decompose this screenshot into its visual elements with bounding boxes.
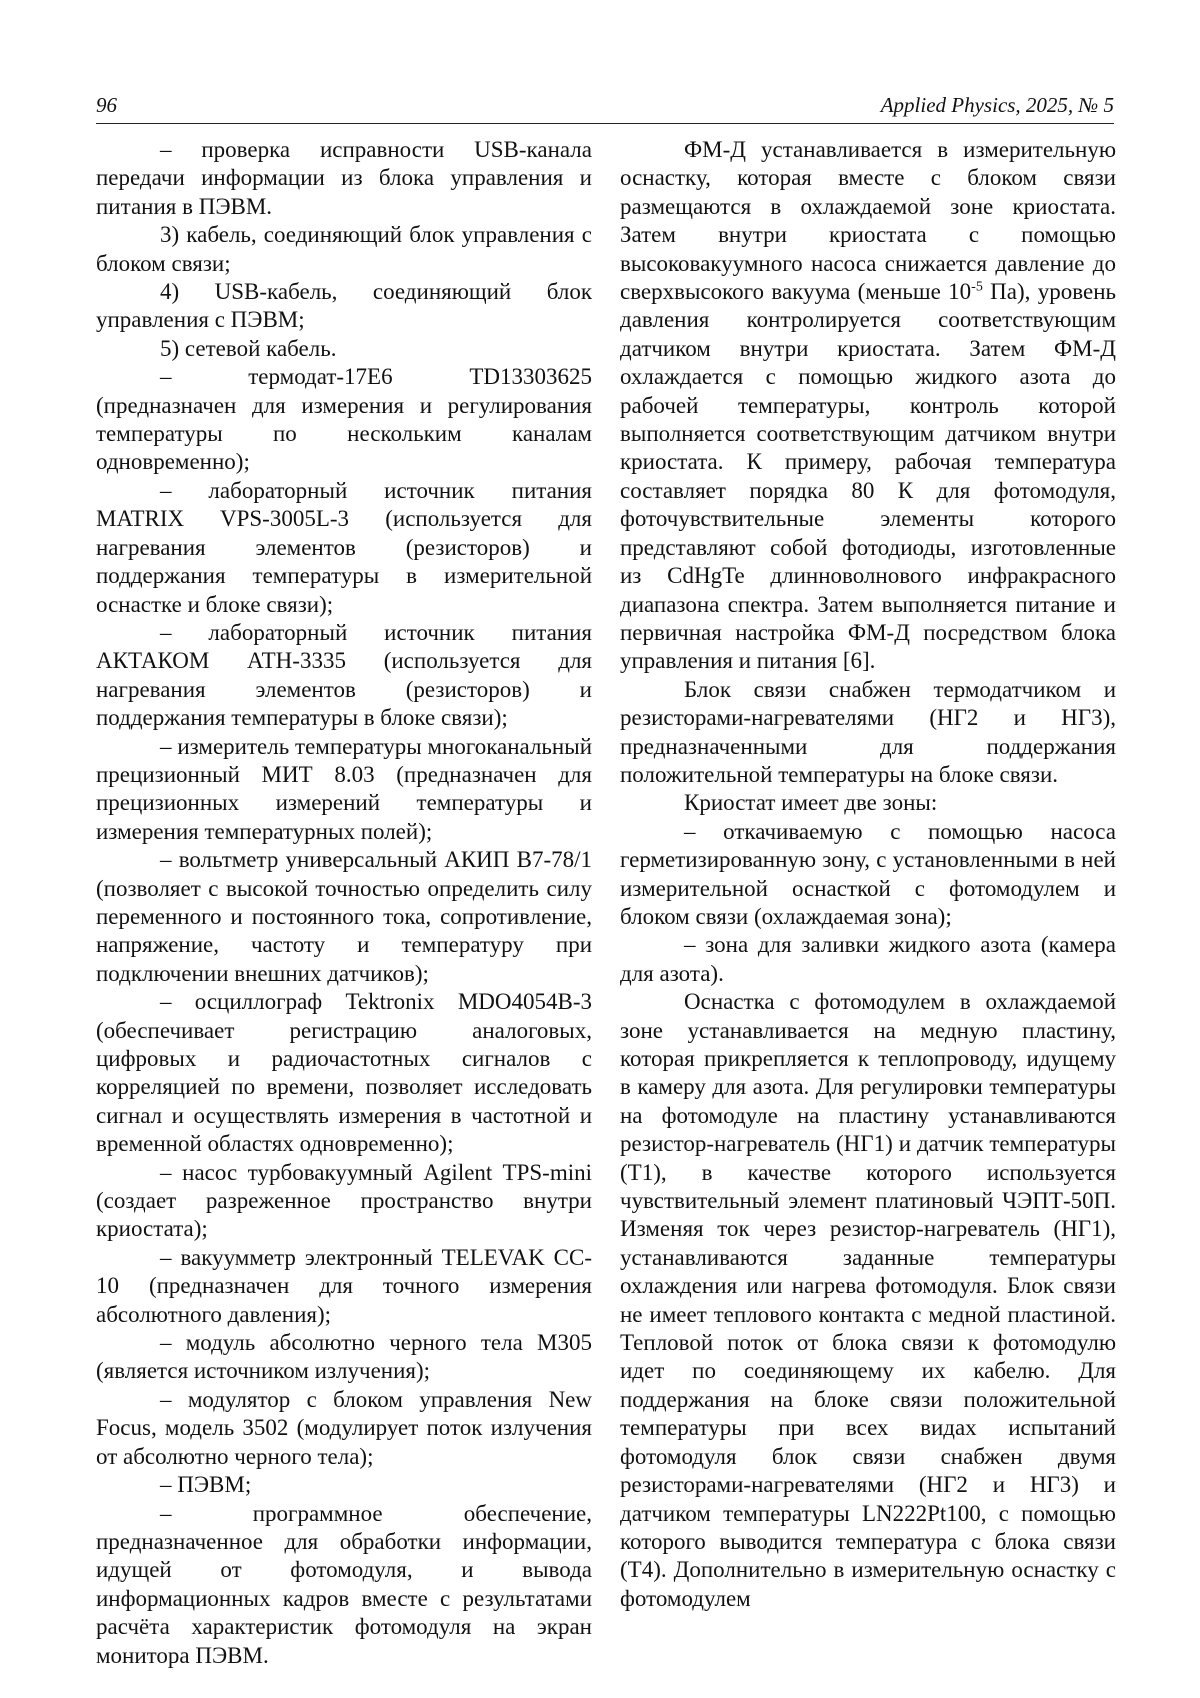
paragraph: – вольтметр универсальный АКИП В7-78/1 (позволяет с высокой точностью определить силу переменного и постоянного тока, сопротивление, напряжение, частоту и температуру при подключении внешних датчиков); [96,847,592,986]
paragraph: – осциллограф Tektronix MDO4054B-3 (обеспечивает регистрацию аналоговых, цифровых и радиочастотных сигналов с корреляцией по времени, позволяет исследовать сигнал и осуществлять измерения в частотной и временной областях одновременно); [96,989,592,1157]
text-span: Па), уровень давления контролируется соответствующим датчиком внутри криостата. Затем ФМ-Д охлаждается с помощью жидкого азота до рабочей температуры, контроль которой выполняется соответствующим датчиком внутри криостата. К примеру, рабочая температура составляет порядка 80 К для фотомодуля, фоточувствительные элементы которого представляют собой фотодиоды, изготовленные из CdHgTe длинноволнового инфракрасного диапазона спектра. Затем выполняется питание и первичная настройка ФМ-Д посредством блока управления и питания [6]. [620,279,1116,674]
paragraph: – откачиваемую с помощью насоса герметизированную зону, с установленными в ней измерительной оснасткой с фотомодулем и блоком связи (охлаждаемая зона); [620,818,1116,929]
paragraph: – ПЭВМ; [160,1472,252,1498]
left-column [96,136,592,1670]
page-number: 96 [96,93,117,117]
paragraph: – модуль абсолютно черного тела М305 (является источником излучения); [96,1330,592,1384]
running-header [96,93,1114,124]
exponent: -5 [971,279,983,295]
paragraph: – вакуумметр электронный TELEVAK CC-10 (предназначен для точного измерения абсолютного давления); [96,1244,592,1327]
paragraph: Блок связи снабжен термодатчиком и резисторами-нагревателями (НГ2 и НГ3), предназначенными для поддержания положительной температуры на блоке связи. [620,676,1116,787]
paragraph: – измеритель температуры многоканальный прецизионный МИТ 8.03 (предназначен для прецизионных измерений температуры и измерения температурных полей); [96,733,592,844]
paragraph: – модулятор с блоком управления New Focus, модель 3502 (модулирует поток излучения от абсолютно черного тела); [96,1386,592,1469]
paragraph: 4) USB-кабель, соединяющий блок управления с ПЭВМ; [96,279,592,333]
paragraph: – лабораторный источник питания MATRIX VPS-3005L-3 (используется для нагревания элементов (резисторов) и поддержания температуры в измерительной оснастке и блоке связи); [96,477,592,617]
right-column [620,136,1116,1613]
paragraph: – проверка исправности USB-канала передачи информации из блока управления и питания в ПЭВМ. [96,137,592,219]
text-span: ФМ-Д устанавливается в измерительную оснастку, которая вместе с блоком связи размещаются в охлаждаемой зоне криостата. Затем внутри криостата с помощью высоковакуумного насоса снижается давление до сверхвысокого вакуума (меньше 10 [620,137,1116,305]
paragraph: – насос турбовакуумный Agilent TPS-mini (создает разреженное пространство внутри криостата); [96,1159,592,1242]
paragraph: Криостат имеет две зоны: [684,790,938,816]
paragraph [620,136,1116,676]
journal-title: Applied Physics, 2025, № 5 [880,93,1114,117]
paragraph: – лабораторный источник питания АКТАКОМ АТН-3335 (используется для нагревания элементов (резисторов) и поддержания температуры в блоке связи); [96,619,592,731]
paragraph: 5) сетевой кабель. [160,335,337,361]
paragraph: 3) кабель, соединяющий блок управления с блоком связи; [96,222,592,276]
paragraph: – термодат-17Е6 TD13303625 (предназначен для измерения и регулирования температуры по нескольким каналам одновременно); [96,364,592,475]
paragraph: – зона для заливки жидкого азота (камера для азота). [620,932,1116,986]
paragraph: – программное обеспечение, предназначенное для обработки информации, идущей от фотомодуля, и вывода информационных кадров вместе с результатами расчёта характеристик фотомодуля на экран монитора ПЭВМ. [96,1500,592,1668]
paragraph: Оснастка с фотомодулем в охлаждаемой зоне устанавливается на медную пластину, которая прикрепляется к теплопроводу, идущему в камеру для азота. Для регулировки температуры на фотомодуле на пластину устанавливаются резистор-нагреватель (НГ1) и датчик температуры (Т1), в качестве которого используется чувствительный элемент платиновый ЧЭПТ-50П. Изменяя ток через резистор-нагреватель (НГ1), устанавливаются заданные температуры охлаждения или нагрева фотомодуля. Блок связи не имеет теплового контакта с медной пластиной. Тепловой поток от блока связи к фотомодулю идет по соединяющему их кабелю. Для поддержания на блоке связи положительной температуры при всех видах испытаний фотомодуля блок связи снабжен двумя резисторами-нагревателями (НГ2 и НГ3) и датчиком температуры LN222Pt100, с помощью которого выводится температура с блока связи (Т4). Дополнительно в измерительную оснастку с фотомодулем [620,989,1116,1611]
